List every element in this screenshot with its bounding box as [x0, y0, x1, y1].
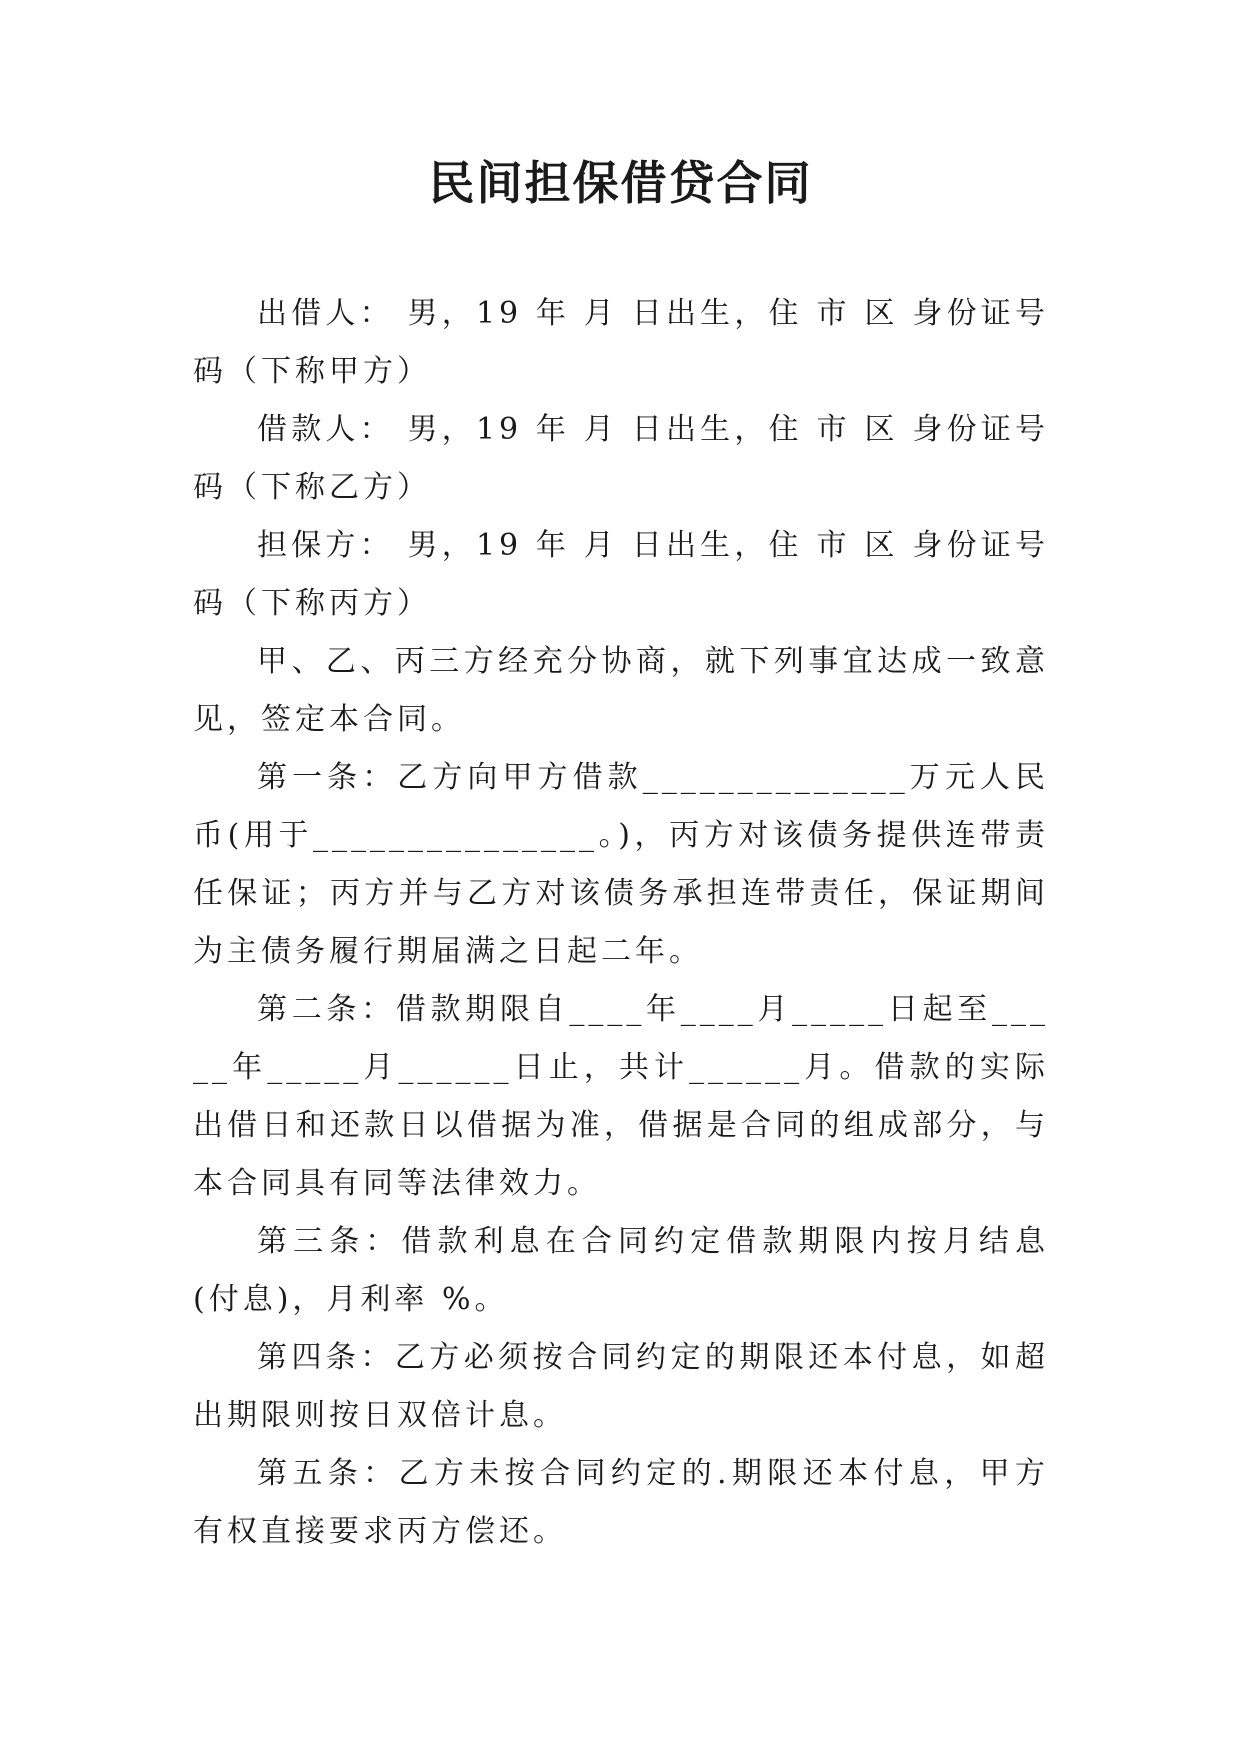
- paragraph-lender: 出借人： 男，19 年 月 日出生，住 市 区 身份证号码（下称甲方）: [193, 296, 1049, 389]
- paragraph-agreement-intro: 甲、乙、丙三方经充分协商，就下列事宜达成一致意见，签定本合同。: [193, 644, 1049, 737]
- document-title: 民间担保借贷合同: [428, 156, 813, 210]
- clause-4: 第四条：乙方必须按合同约定的期限还本付息，如超出期限则按日双倍计息。: [193, 1340, 1049, 1433]
- clause-5: 第五条：乙方未按合同约定的.期限还本付息，甲方有权直接要求丙方偿还。: [193, 1456, 1049, 1549]
- paragraph-guarantor: 担保方： 男，19 年 月 日出生，住 市 区 身份证号码（下称丙方）: [193, 528, 1049, 621]
- clause-3: 第三条：借款利息在合同约定借款期限内按月结息(付息)，月利率 %。: [193, 1224, 1049, 1317]
- paragraph-borrower: 借款人： 男，19 年 月 日出生，住 市 区 身份证号码（下称乙方）: [193, 412, 1049, 505]
- clause-2: 第二条：借款期限自____年____月_____日起至_____年_____月______日止，共计______月。借款的实际出借日和还款日以借据为准，借据是合同的组成部分，与本合同具有同等法律效力。: [193, 992, 1049, 1201]
- clause-1: 第一条：乙方向甲方借款______________万元人民币(用于_______________。)，丙方对该债务提供连带责任保证；丙方并与乙方对该债务承担连带责任，保证期间为主债务履行期届满之日起二年。: [193, 760, 1049, 969]
- document-body: [193, 285, 1049, 1561]
